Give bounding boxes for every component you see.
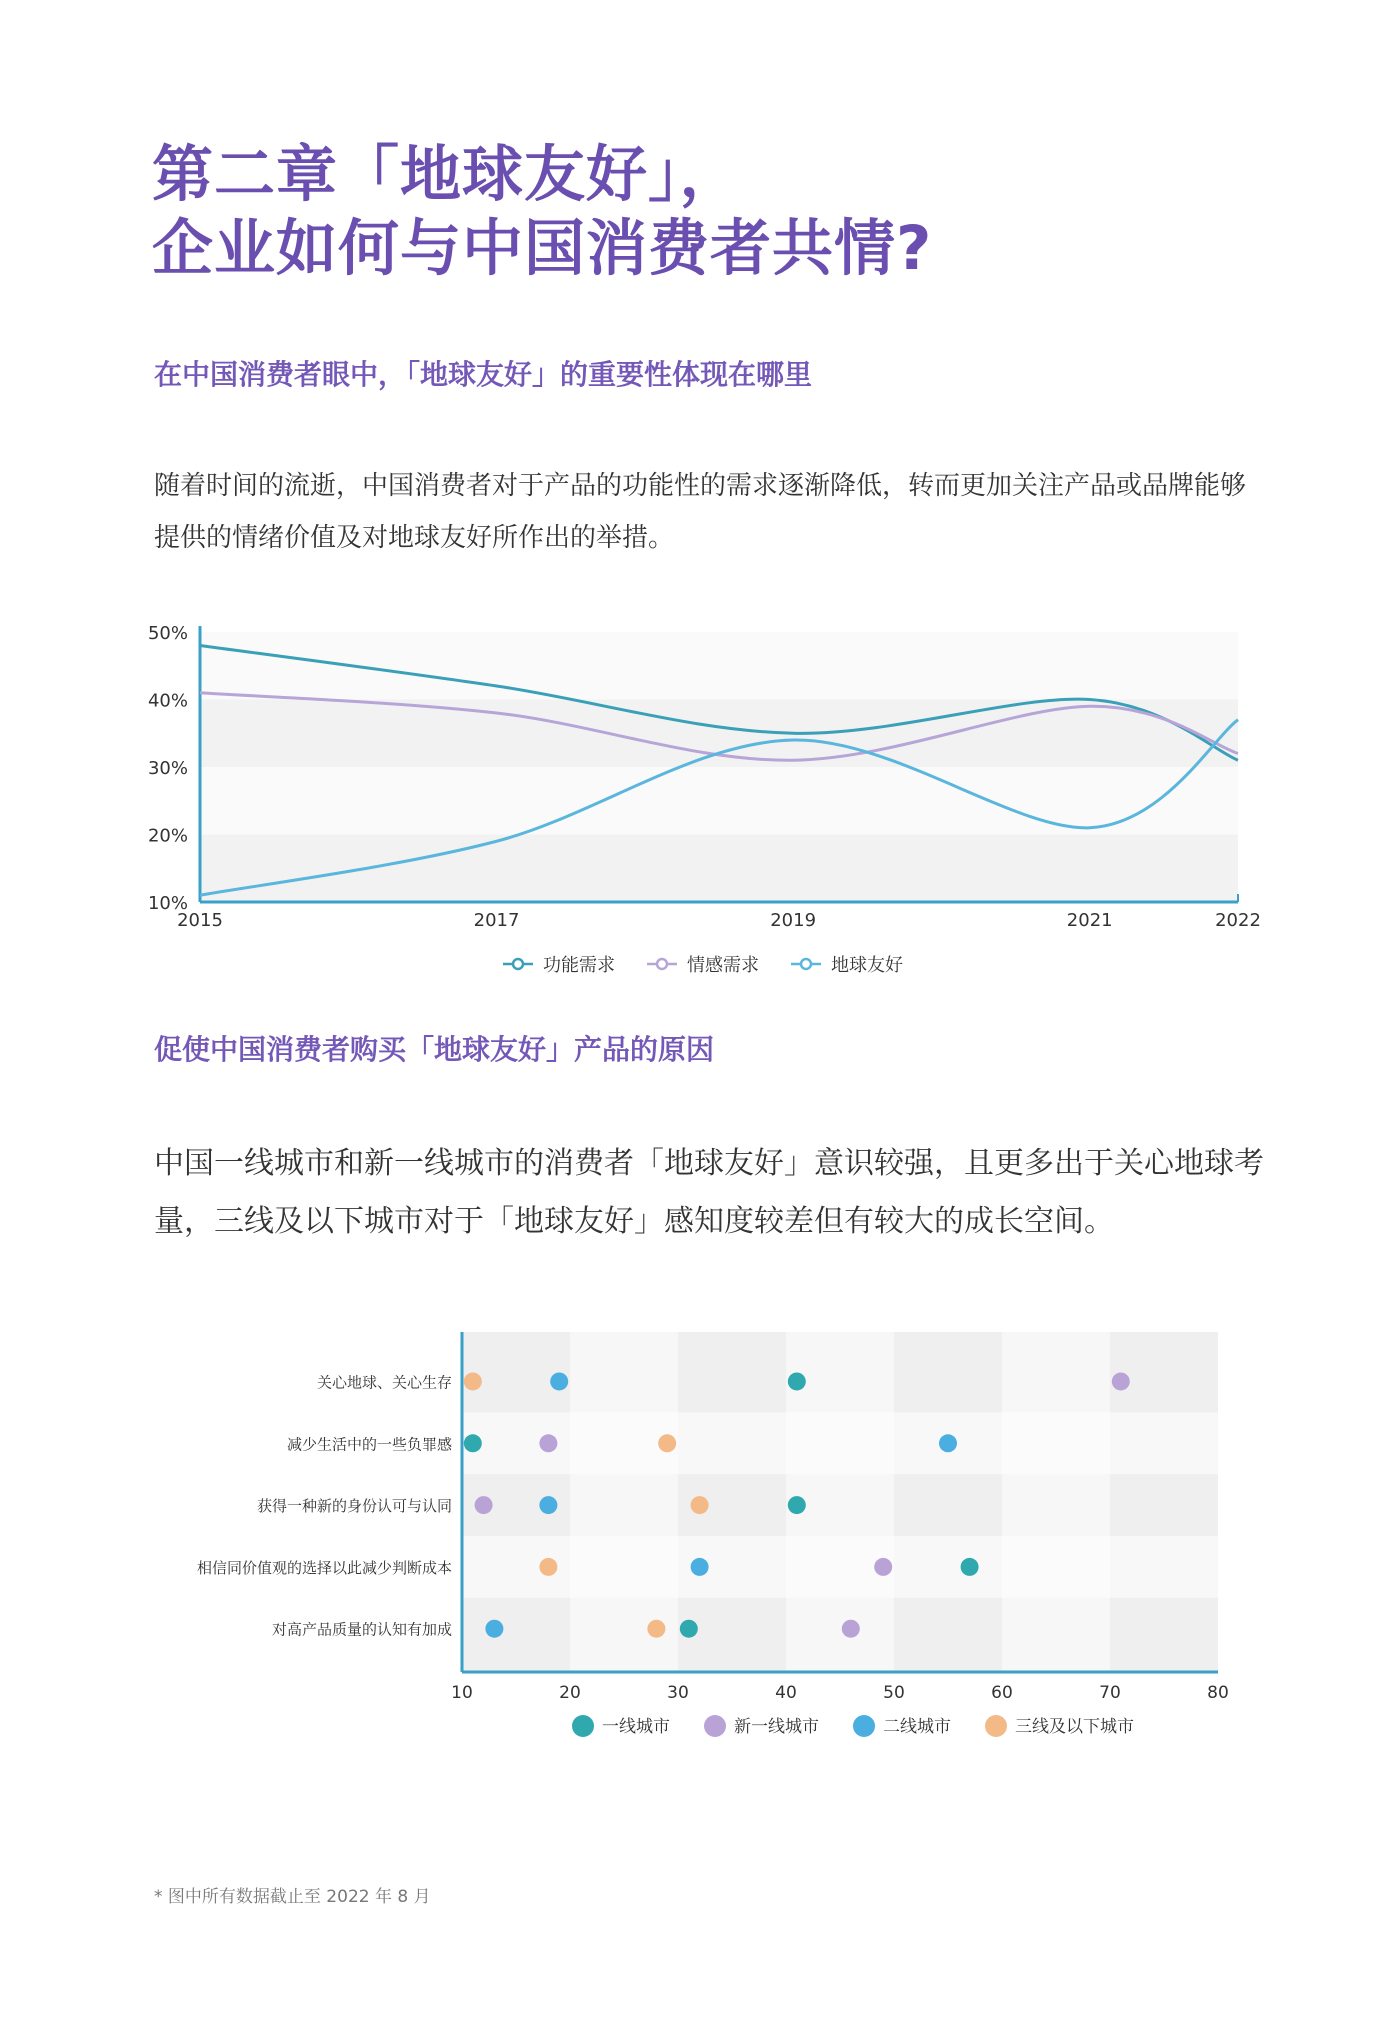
legend-label: 三线及以下城市 [1015,1717,1134,1737]
dot-chart-category-label: 相信同价值观的选择以此减少判断成本 [196,1558,452,1577]
dot-三线及以下城市 [658,1434,676,1452]
dot-三线及以下城市 [539,1558,557,1576]
dot-chart-hband [462,1536,1218,1598]
section2-heading: 促使中国消费者购买「地球友好」产品的原因 [154,1033,715,1066]
dot-chart-x-tick-label: 50 [883,1683,905,1703]
dot-chart-vband [1002,1332,1110,1672]
chapter-title [152,138,1252,286]
dot-一线城市 [961,1558,979,1576]
line-chart-y-tick-label: 30% [147,758,188,779]
chapter-title-line2: 企业如何与中国消费者共情? [152,213,933,284]
dot-二线城市 [939,1434,957,1452]
dot-chart-category-label: 获得一种新的身份认可与认同 [256,1497,452,1516]
line-chart-x-tick-label: 2015 [177,910,223,931]
legend-label: 情感需求 [687,955,759,976]
line-chart [0,610,1400,1000]
dot-新一线城市 [1112,1372,1130,1390]
dot-chart-category-label: 关心地球、关心生存 [316,1373,452,1392]
dot-chart-x-tick-label: 10 [451,1683,473,1703]
dot-三线及以下城市 [647,1620,665,1638]
line-chart-x-tick-label: 2017 [473,910,520,931]
legend-label: 一线城市 [602,1717,670,1737]
line-chart-y-tick-label: 20% [147,825,188,847]
dot-chart-category-label: 减少生活中的一些负罪感 [286,1435,452,1454]
line-chart-x-tick-label: 2022 [1215,910,1261,931]
dot-chart-category-label: 对高产品质量的认知有加成 [271,1620,452,1639]
line-chart-y-tick-label: 10% [147,893,188,914]
dot-chart-x-tick-label: 20 [559,1683,581,1703]
legend-circle-marker [801,959,811,969]
dot-新一线城市 [874,1558,892,1576]
dot-二线城市 [485,1620,503,1638]
legend-dot-marker [853,1715,875,1737]
dot-chart-legend [572,1715,1134,1737]
dot-chart-grid [462,1332,1218,1672]
line-chart-band [200,767,1238,835]
line-chart-y-tick-label: 50% [147,623,188,644]
dot-一线城市 [788,1372,806,1390]
dot-chart-x-tick-label: 80 [1207,1683,1229,1703]
line-chart-legend [503,955,903,976]
line-chart-x-tick-label: 2019 [770,910,817,931]
line-chart-y-tick-label: 40% [147,690,188,712]
dot-一线城市 [788,1496,806,1514]
dot-chart-x-tick-label: 70 [1099,1683,1121,1703]
section1-heading: 在中国消费者眼中，「地球友好」的重要性体现在哪里 [154,358,813,391]
section2-paragraph: 中国一线城市和新一线城市的消费者「地球友好」意识较强，且更多出于关心地球考量，三线及以下城市对于「地球友好」感知度较差但有较大的成长空间。 [154,1146,1264,1239]
legend-dot-marker [704,1715,726,1737]
dot-chart-x-tick-label: 30 [667,1683,689,1703]
dot-二线城市 [691,1558,709,1576]
section1-paragraph: 随着时间的流逝，中国消费者对于产品的功能性的需求逐渐降低，转而更加关注产品或品牌能够提供的情绪价值及对地球友好所作出的举措。 [154,471,1247,553]
dot-一线城市 [464,1434,482,1452]
legend-label: 二线城市 [883,1717,951,1737]
line-chart-grid [200,632,1238,902]
dot-chart-hband [462,1412,1218,1474]
dot-chart-vband [894,1332,1002,1672]
dot-新一线城市 [842,1620,860,1638]
dot-二线城市 [539,1496,557,1514]
line-chart-band [200,700,1238,768]
legend-dot-marker [572,1715,594,1737]
line-chart-band [200,835,1238,903]
footnote: * 图中所有数据截止至 2022 年 8 月 [154,1887,431,1907]
dot-二线城市 [550,1372,568,1390]
legend-circle-marker [657,959,667,969]
dot-chart-x-tick-label: 40 [775,1683,797,1703]
dot-一线城市 [680,1620,698,1638]
chapter-title-line1: 第二章「地球友好」， [152,139,742,210]
legend-label: 功能需求 [543,955,615,976]
legend-dot-marker [985,1715,1007,1737]
legend-label: 地球友好 [831,955,903,976]
legend-label: 新一线城市 [734,1717,819,1737]
dot-新一线城市 [475,1496,493,1514]
legend-circle-marker [513,959,523,969]
line-chart-x-tick-label: 2021 [1066,910,1113,931]
dot-chart-x-tick-label: 60 [991,1683,1013,1703]
dot-chart-vband [570,1332,678,1672]
dot-chart [0,1320,1400,1760]
dot-三线及以下城市 [464,1372,482,1390]
dot-三线及以下城市 [691,1496,709,1514]
dot-新一线城市 [539,1434,557,1452]
